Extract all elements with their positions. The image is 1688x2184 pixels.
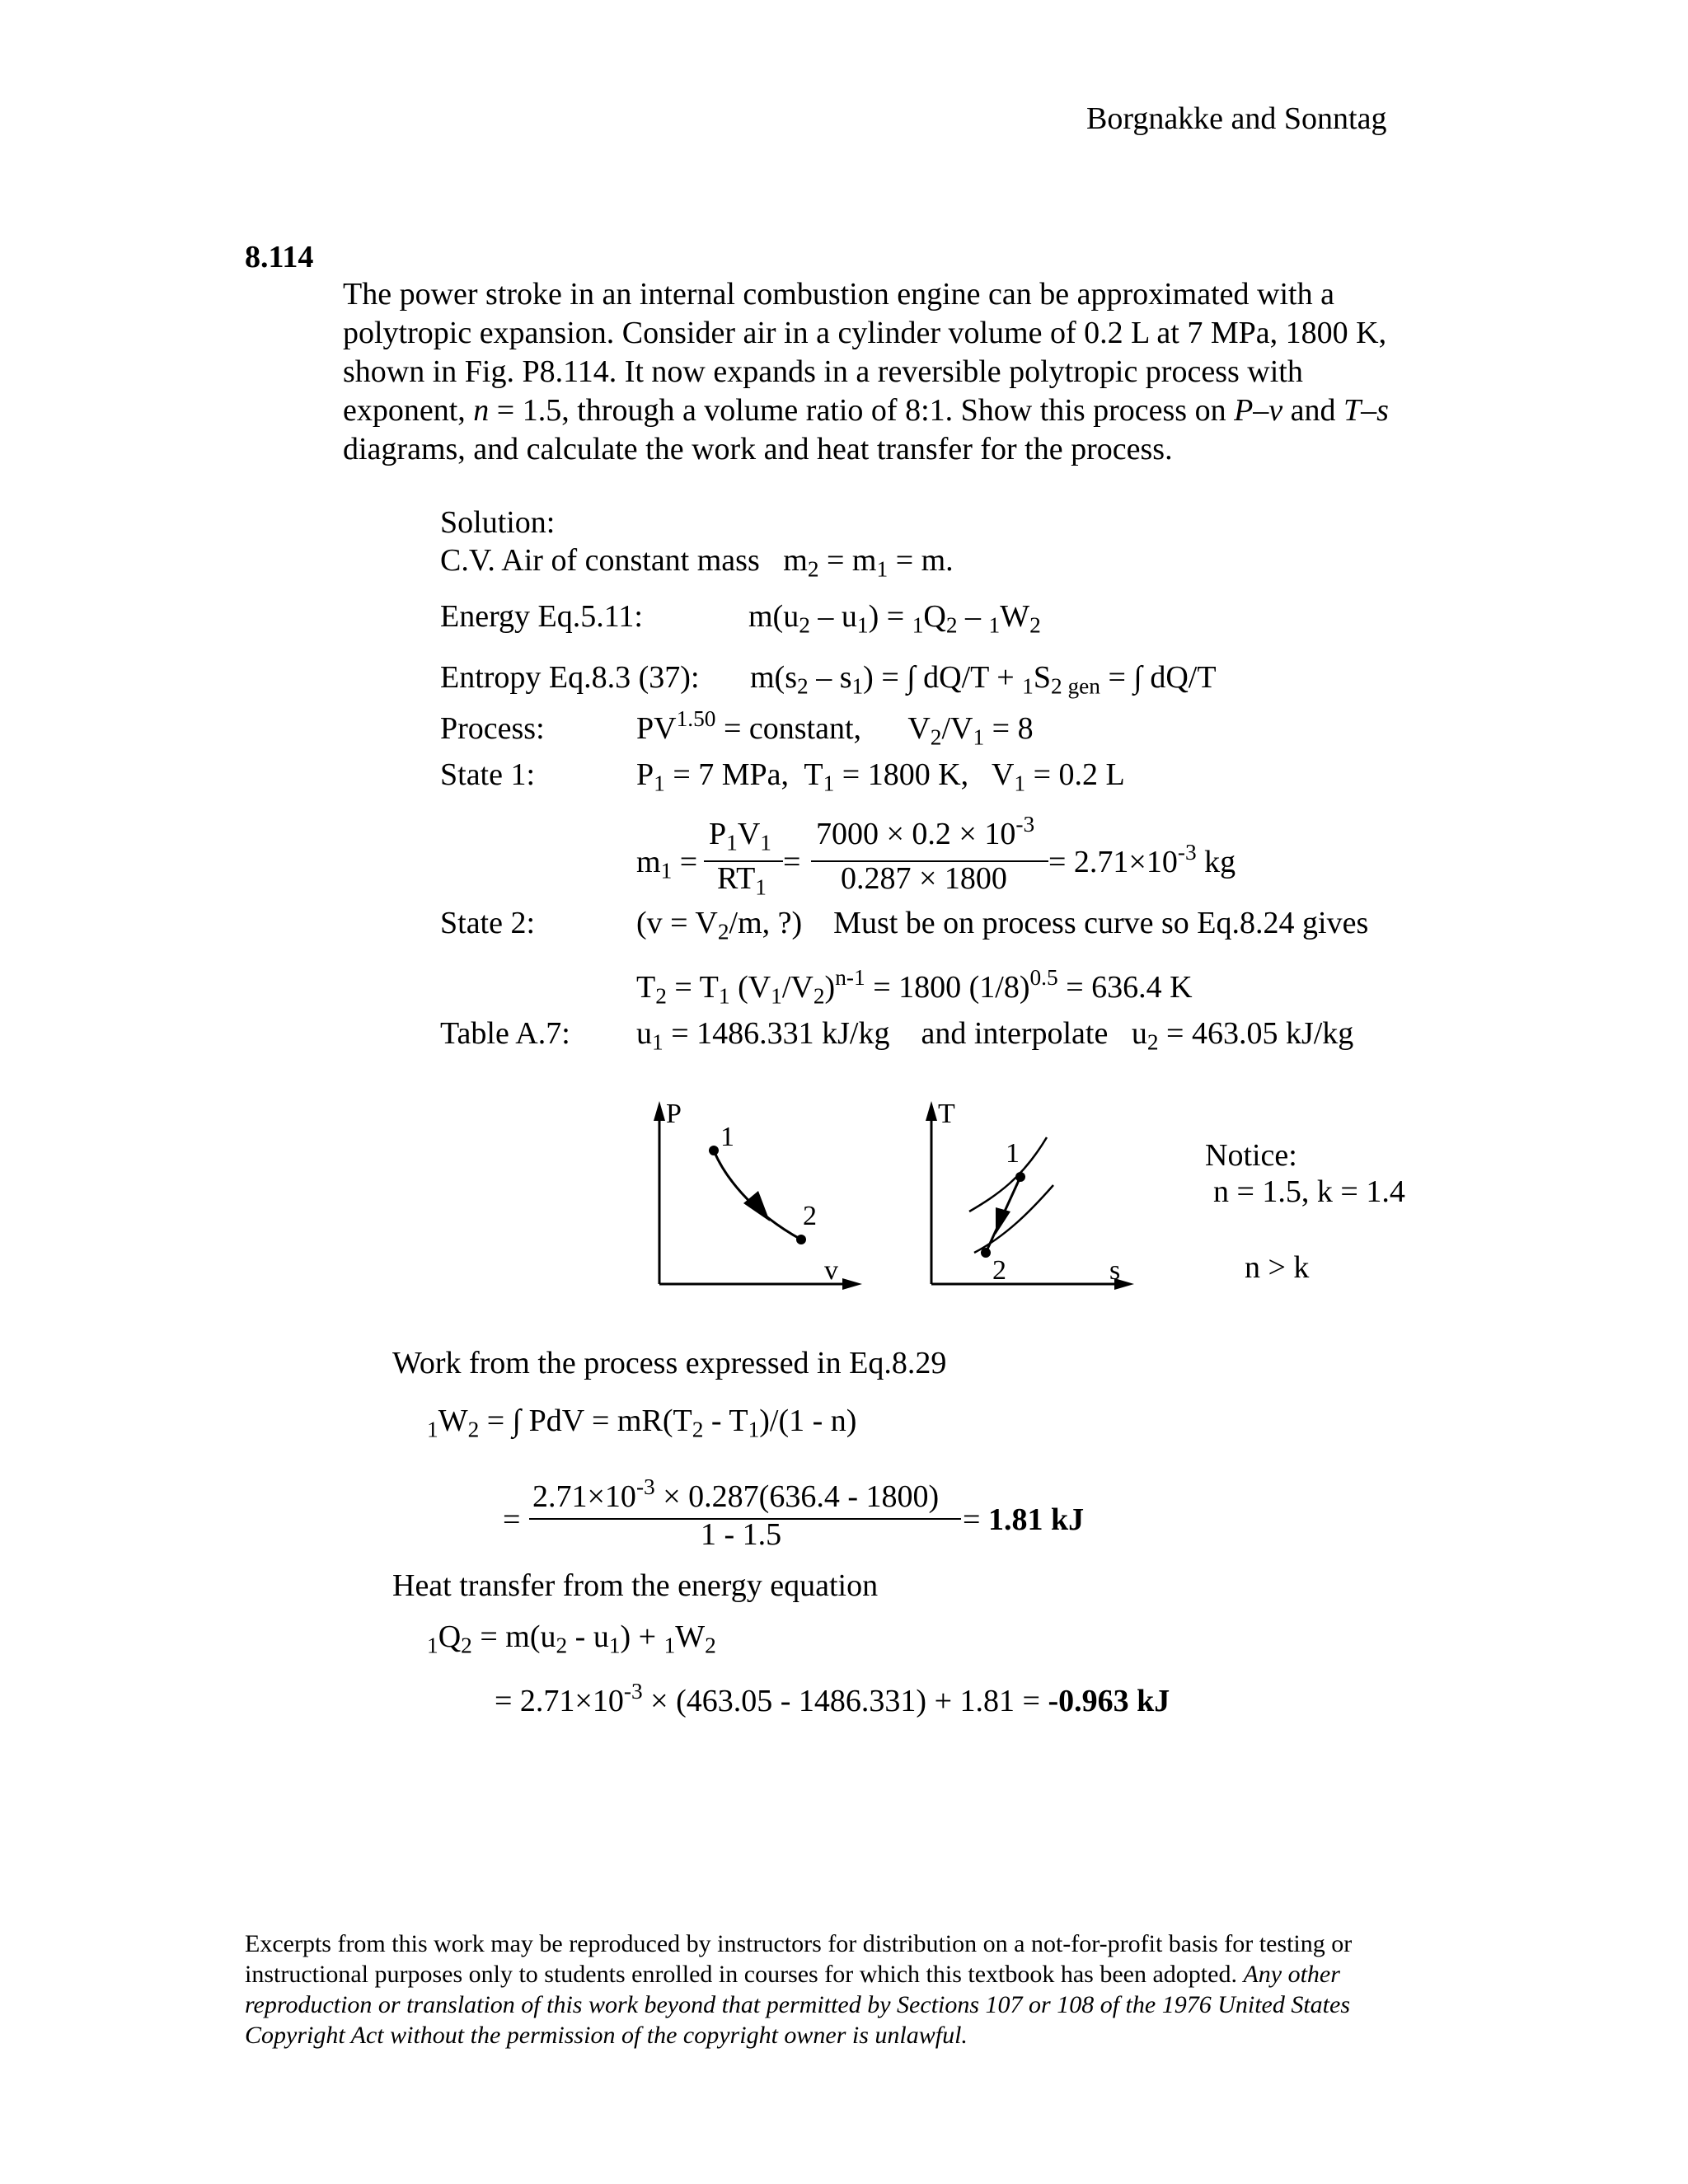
work-numerator: $2.71\times 10^{-3} \times 0.287(636.4 - 1800)$ <box>532 1474 940 1514</box>
work-equation: $_1W_2$ = ∫ PdV = $mR(T_2 - T_1)/(1 - n)$ <box>427 1404 857 1442</box>
ts-state2-label: 2 <box>992 1255 1006 1286</box>
ts-y-label: T <box>938 1099 955 1129</box>
internal-energy-values: $u_1 = 1486.331$ kJ/kg and interpolate $u_2 = 463.05$ kJ/kg <box>636 1016 1354 1055</box>
equals: = <box>783 845 801 879</box>
work-denominator: 1 - 1.5 <box>701 1517 782 1552</box>
state2-note: ($v = V_2/m$, ?) Must be on process curve so Eq.8.24 gives <box>636 906 1369 944</box>
m1-frac2-den: 0.287 × 1800 <box>841 861 1007 896</box>
copyright-footer: Excerpts from this work may be reproduced by instructors for distribution on a not-for-profit basis for testing or instructional purposes only to students enrolled in courses for which this textbook has been adopted. Any other reproduction or translation of this work beyond that permitted by Sections 107 or 108 of the 1976 United States Copyright Act without the permission of the copyright owner is unlawful. <box>245 1930 1353 2049</box>
ts-diagram <box>926 1099 1134 1290</box>
work-heading: Work from the process expressed in Eq.8.29 <box>392 1346 947 1380</box>
state1-label: State 1: <box>440 757 536 792</box>
process-equation: $PV^{1.50}$ = constant, $V_2/V_1 = 8$ <box>636 705 1034 750</box>
ts-state1-label: 1 <box>1006 1138 1020 1169</box>
entropy-label: Entropy Eq.8.3 (37): <box>440 660 700 695</box>
control-volume-line: C.V. Air of constant mass $m_2 = m_1 = m$. <box>440 543 954 582</box>
energy-equation: $m(u_2 - u_1) = _1Q_2 - _1W_2$ <box>748 599 1041 638</box>
entropy-equation: $m(s_2 - s_1)$ = ∫ $dQ/T + _1S_{2 gen}$ = ∫ dQ/T <box>750 660 1217 699</box>
pv-diagram <box>654 1099 862 1290</box>
ts-state1-point <box>1015 1172 1025 1182</box>
process-diagrams <box>626 1088 1154 1302</box>
solution-heading: Solution: <box>440 505 556 540</box>
heat-equation: $_1Q_2 = m(u_2 - u_1) + _1W_2$ <box>427 1619 716 1658</box>
state2-label: State 2: <box>440 906 536 940</box>
pv-state2-point <box>796 1235 806 1244</box>
ts-state2-point <box>981 1248 991 1258</box>
T2-equation: $T_2 = T_1$ $(V_1/V_2)^{n-1} = 1800$ $(1/8)^{0.5} = 636.4$ K <box>636 964 1193 1009</box>
m1-result: = $2.71\times 10^{-3}$ kg <box>1048 839 1236 879</box>
m1-frac-num: $P_1V_1$ <box>709 817 771 855</box>
pv-x-label: v <box>824 1255 838 1286</box>
pv-x-arrowhead <box>842 1278 862 1290</box>
pv-state1-point <box>709 1146 719 1155</box>
pv-y-label: P <box>666 1099 682 1129</box>
process-label: Process: <box>440 711 545 746</box>
heat-calculation: = $2.71\times 10^{-3} \times (463.05 - 1486.331) + 1.81 = -0.963$ kJ <box>495 1678 1170 1718</box>
ts-x-label: s <box>1109 1255 1121 1286</box>
m1-frac-den: $RT_1$ <box>717 861 767 900</box>
problem-number: 8.114 <box>245 240 314 274</box>
notice-line1: n = 1.5, k = 1.4 <box>1213 1174 1405 1209</box>
notice-line2: n > k <box>1245 1250 1310 1285</box>
heat-heading: Heat transfer from the energy equation <box>392 1568 879 1603</box>
heat-result: -0.963 kJ <box>1048 1684 1170 1718</box>
notice-title: Notice: <box>1205 1138 1297 1173</box>
m1-symbol: $m_1$ = <box>636 845 698 883</box>
table-label: Table A.7: <box>440 1016 570 1051</box>
pv-state2-label: 2 <box>803 1201 817 1231</box>
pv-state1-label: 1 <box>720 1122 734 1152</box>
running-header: Borgnakke and Sonntag <box>1086 101 1387 136</box>
pv-direction-arrow <box>743 1191 770 1221</box>
pv-y-arrowhead <box>654 1101 665 1121</box>
problem-statement: The power stroke in an internal combustion engine can be approximated with a polytropic expansion. Consider air in a cylinder volume of 0.2 L at 7 MPa, 1800 K, shown in Fig. P8.114. It now expands in a reversible polytropic process with exponent, n = 1.5, through a volume ratio of 8:1. Show this process on P–v and T–s diagrams, and calculate the work and heat transfer for the process. <box>343 277 1389 466</box>
state1-values: $P_1 = 7$ MPa, $T_1 = 1800$ K, $V_1 = 0.2$ L <box>636 757 1125 796</box>
work-equals: = <box>503 1502 521 1537</box>
work-result: = 1.81 kJ <box>963 1502 1085 1537</box>
energy-label: Energy Eq.5.11: <box>440 599 643 634</box>
ts-y-arrowhead <box>926 1101 937 1121</box>
m1-frac2-num: $7000 \times 0.2 \times 10^{-3}$ <box>816 811 1035 851</box>
ts-isobar-lower <box>974 1185 1053 1253</box>
